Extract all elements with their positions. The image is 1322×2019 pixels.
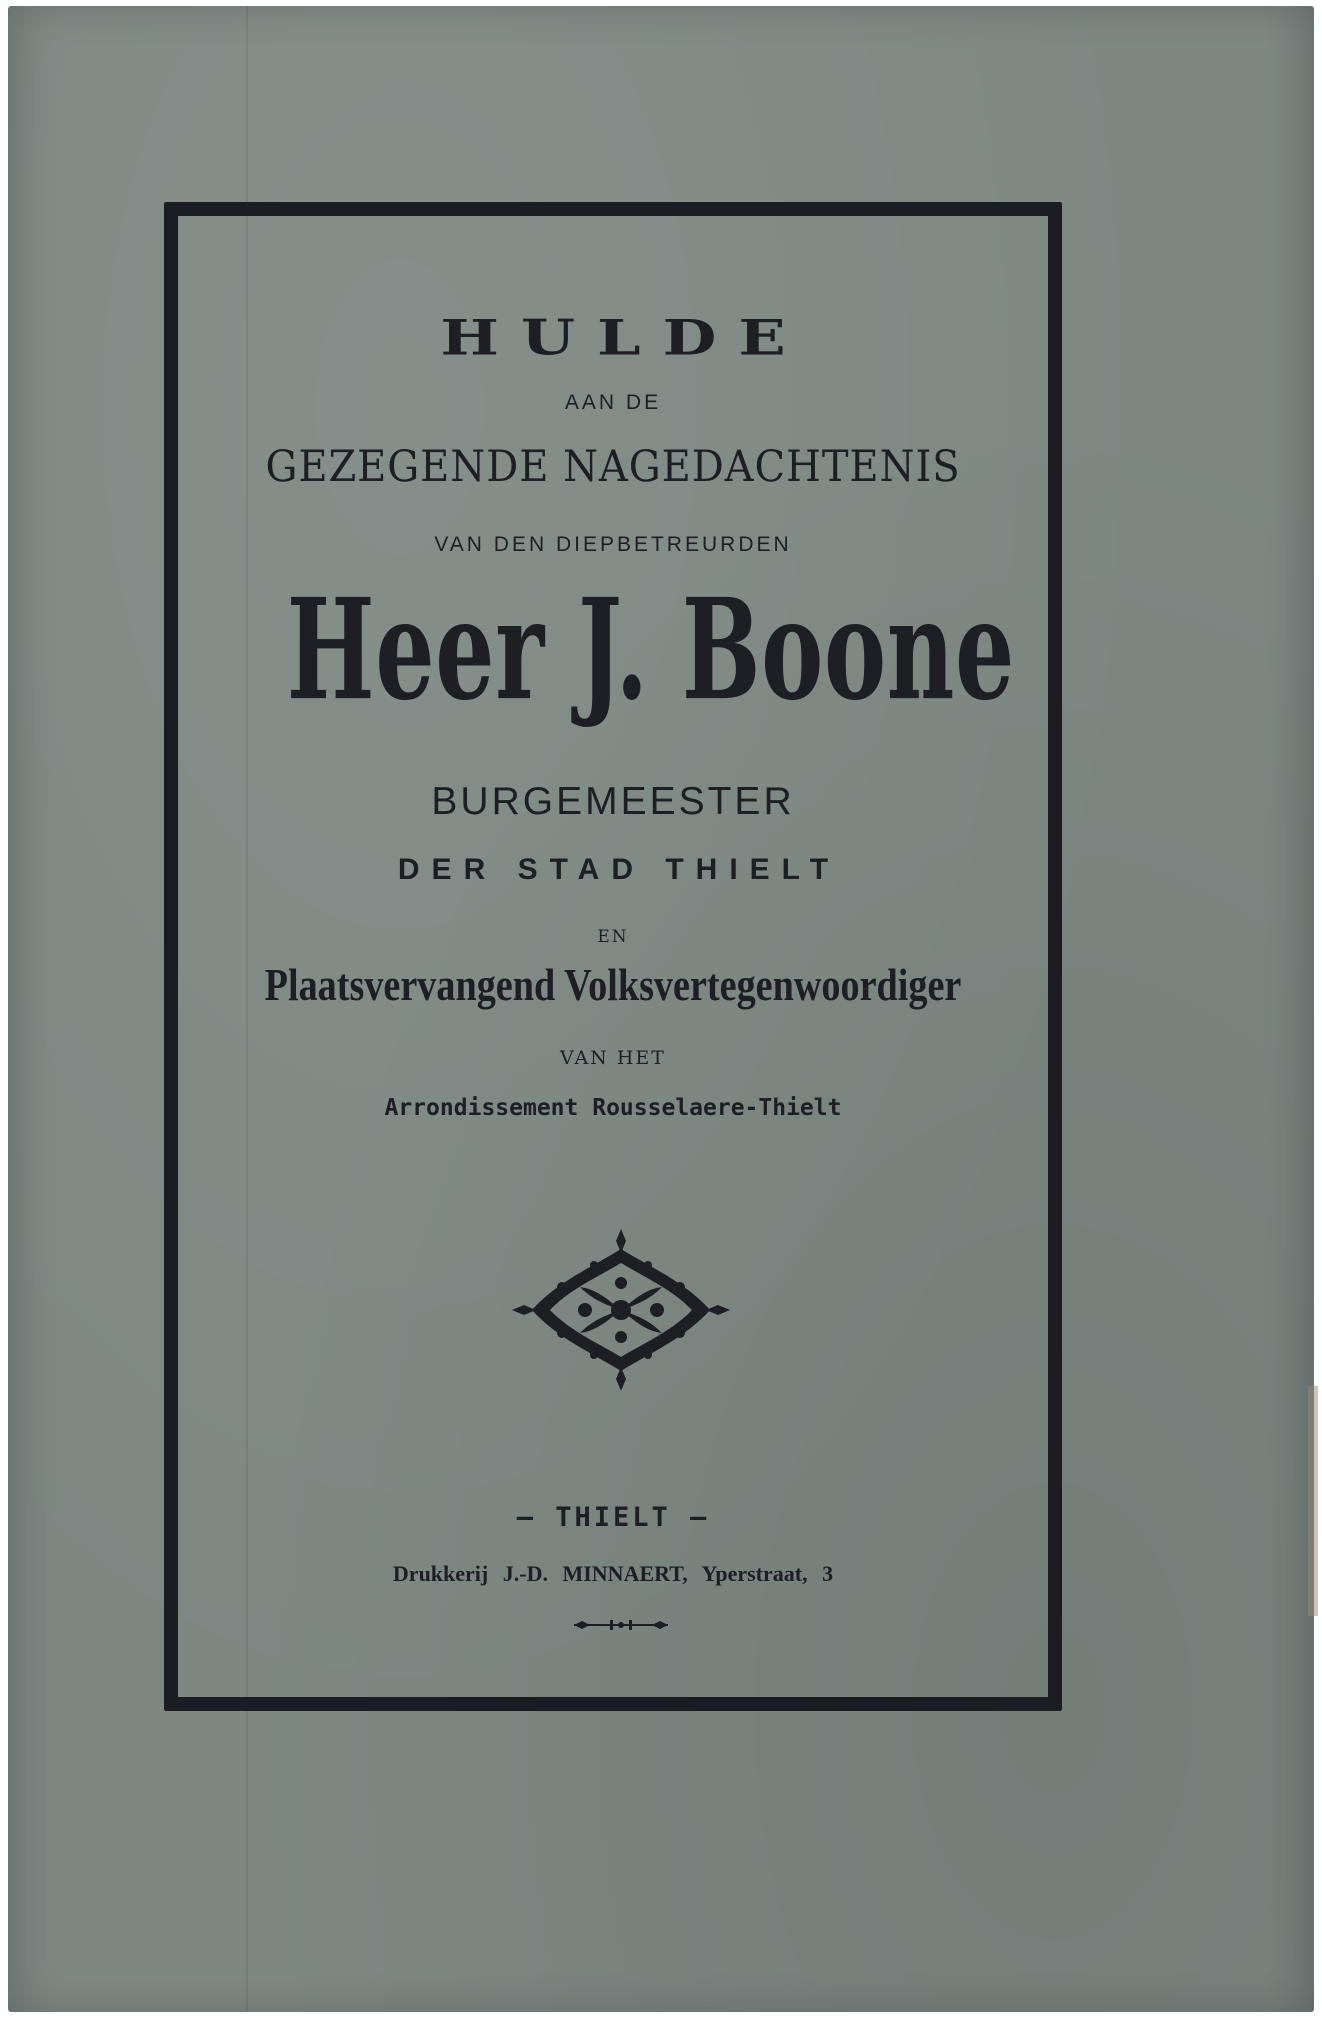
second-office-title: Plaatsvervangend Volksvertegenwoordiger xyxy=(264,959,962,1010)
line-nagedachtenis: GEZEGENDE NAGEDACHTENIS xyxy=(265,442,961,492)
imprint-place: — THIELT — xyxy=(516,1502,710,1533)
title-frame xyxy=(164,202,1062,1711)
printer-line: Drukkerij J.-D. MINNAERT, Yperstraat, 3 xyxy=(392,1561,834,1586)
line-aan-de: AAN DE xyxy=(564,391,662,414)
tailpiece-ornament-icon xyxy=(572,1618,670,1632)
district-line: Arrondissement Rousselaere-Thielt xyxy=(384,1095,842,1121)
floral-ornament-icon xyxy=(510,1227,732,1393)
honoree-name: Heer J. Boone xyxy=(286,569,1016,732)
line-van-het: VAN HET xyxy=(560,1047,666,1069)
cover-title: HULDE xyxy=(440,309,808,366)
city-line: DER STAD THIELT xyxy=(397,853,841,886)
worn-edge xyxy=(1308,1386,1318,1616)
line-van-den: VAN DEN DIEPBETREURDEN xyxy=(434,533,792,556)
book-cover xyxy=(8,6,1314,2012)
office-title: BURGEMEESTER xyxy=(431,780,795,823)
conjunction-line: EN xyxy=(597,927,629,947)
